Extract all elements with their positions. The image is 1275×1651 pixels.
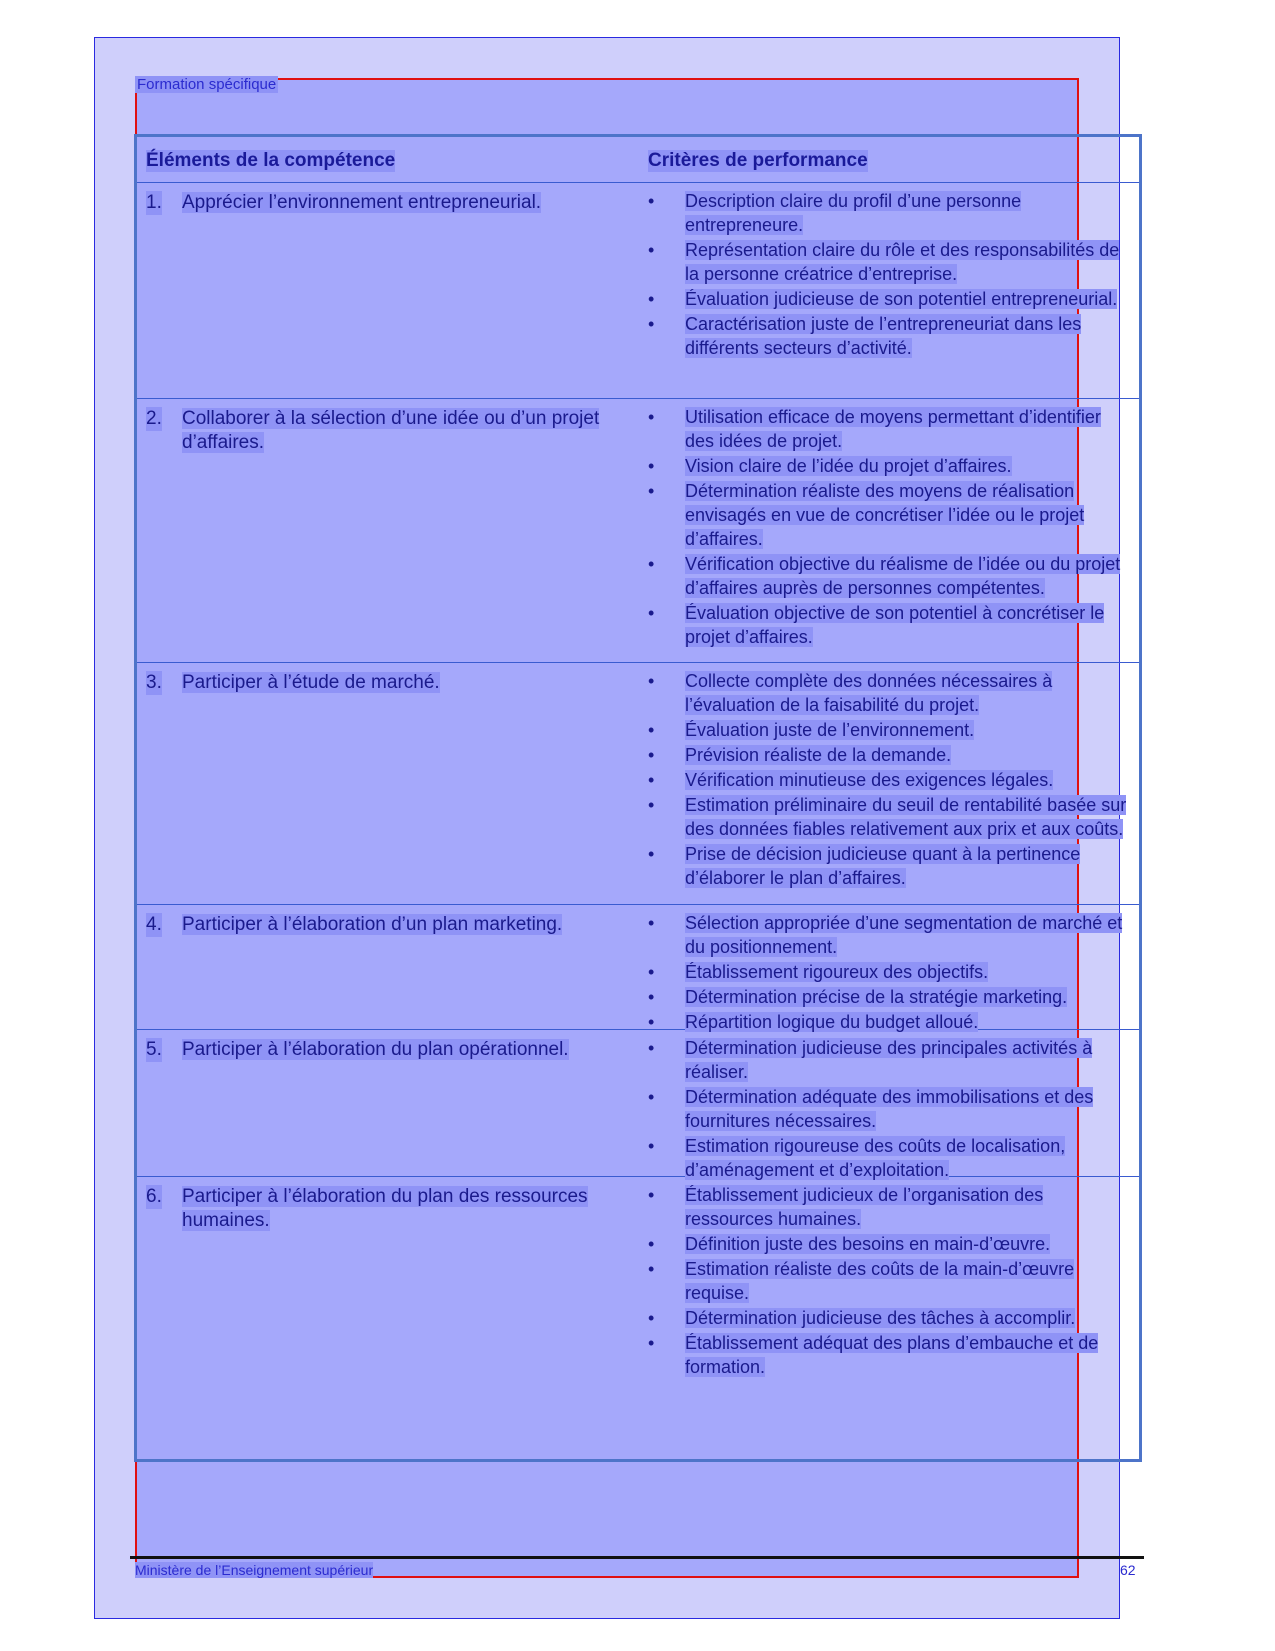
element-text: Participer à l’élaboration d’un plan marketing.	[182, 914, 563, 935]
bullet-icon: •	[648, 962, 655, 982]
criterion-text: Détermination adéquate des immobilisations et des fournitures nécessaires.	[685, 1087, 1094, 1131]
bullet-icon: •	[648, 554, 655, 574]
criterion-item	[648, 768, 1128, 792]
bullet-icon: •	[648, 745, 655, 765]
criterion-item	[648, 1331, 1128, 1379]
page-number: 62	[1120, 1562, 1136, 1578]
element-text: Participer à l’élaboration du plan des ressources humaines.	[182, 1186, 588, 1231]
criterion-text: Estimation réaliste des coûts de la main-d’œuvre requise.	[685, 1259, 1075, 1303]
bullet-icon: •	[648, 720, 655, 740]
criterion-item	[648, 238, 1128, 286]
criterion-item	[648, 405, 1128, 453]
criterion-text: Prévision réaliste de la demande.	[685, 745, 952, 765]
table-row	[137, 1030, 1139, 1180]
criterion-text: Évaluation judicieuse de son potentiel entrepreneurial.	[685, 289, 1118, 309]
bullet-icon: •	[648, 456, 655, 476]
element-number: 4.	[146, 914, 162, 935]
bullet-icon: •	[648, 191, 655, 211]
criterion-text: Détermination précise de la stratégie marketing.	[685, 987, 1068, 1007]
criteria-list	[648, 1036, 1128, 1183]
element-number: 1.	[146, 192, 162, 213]
bullet-icon: •	[648, 1087, 655, 1107]
table-row	[137, 399, 1139, 663]
criterion-text: Caractérisation juste de l’entrepreneuriat dans les différents secteurs d’activité.	[685, 314, 1082, 358]
criterion-text: Estimation préliminaire du seuil de rentabilité basée sur des données fiables relativement aux prix et aux coûts.	[685, 795, 1127, 839]
criterion-item	[648, 1183, 1128, 1231]
bullet-icon: •	[648, 1259, 655, 1279]
criterion-item	[648, 1036, 1128, 1084]
bullet-icon: •	[648, 1136, 655, 1156]
section-title: Formation spécifique	[137, 76, 277, 93]
criterion-item	[648, 1257, 1128, 1305]
criterion-item	[648, 479, 1128, 551]
bullet-icon: •	[648, 913, 655, 933]
criterion-item	[648, 454, 1128, 478]
element-text: Participer à l’étude de marché.	[182, 672, 440, 693]
criterion-text: Établissement judicieux de l’organisation des ressources humaines.	[685, 1185, 1044, 1229]
criterion-text: Vérification objective du réalisme de l’idée ou du projet d’affaires auprès de personnes compétentes.	[685, 554, 1121, 598]
criterion-item	[648, 1134, 1128, 1182]
criterion-item	[648, 793, 1128, 841]
bullet-icon: •	[648, 1308, 655, 1328]
criteria-list	[648, 189, 1128, 361]
element-text: Participer à l’élaboration du plan opérationnel.	[182, 1039, 569, 1060]
bullet-icon: •	[648, 671, 655, 691]
bullet-icon: •	[648, 314, 655, 334]
bullet-icon: •	[648, 289, 655, 309]
criterion-item	[648, 718, 1128, 742]
element-number: 6.	[146, 1186, 162, 1207]
criterion-text: Vision claire de l’idée du projet d’affaires.	[685, 456, 1012, 476]
criteria-list	[648, 669, 1128, 891]
criterion-item	[648, 985, 1128, 1009]
bullet-icon: •	[648, 603, 655, 623]
criterion-text: Description claire du profil d’une personne entrepreneure.	[685, 191, 1022, 235]
criterion-text: Détermination judicieuse des principales activités à réaliser.	[685, 1038, 1093, 1082]
criterion-item	[648, 601, 1128, 649]
bullet-icon: •	[648, 844, 655, 864]
bullet-icon: •	[648, 1012, 655, 1032]
table-header	[137, 137, 1139, 183]
criterion-item	[648, 552, 1128, 600]
criterion-text: Établissement rigoureux des objectifs.	[685, 962, 989, 982]
criterion-item	[648, 842, 1128, 890]
table-row	[137, 663, 1139, 905]
criterion-text: Détermination réaliste des moyens de réalisation envisagés en vue de concrétiser l’idée ou le projet d’affaires.	[685, 481, 1085, 549]
footer-rule	[130, 1556, 1144, 1559]
bullet-icon: •	[648, 1234, 655, 1254]
bullet-icon: •	[648, 1038, 655, 1058]
criterion-text: Utilisation efficace de moyens permettant d’identifier des idées de projet.	[685, 407, 1101, 451]
criteria-list	[648, 1183, 1128, 1380]
table-row	[137, 1177, 1139, 1462]
criterion-item	[648, 287, 1128, 311]
footer-ministry: Ministère de l’Enseignement supérieur	[135, 1562, 374, 1578]
criterion-text: Répartition logique du budget alloué.	[685, 1012, 979, 1032]
bullet-icon: •	[648, 407, 655, 427]
criterion-item	[648, 1232, 1128, 1256]
criterion-item	[648, 312, 1128, 360]
bullet-icon: •	[648, 1185, 655, 1205]
bullet-icon: •	[648, 481, 655, 501]
criterion-item	[648, 1306, 1128, 1330]
bullet-icon: •	[648, 1333, 655, 1353]
element-number: 2.	[146, 408, 162, 429]
criteria-list	[648, 405, 1128, 650]
element-number: 3.	[146, 672, 162, 693]
criterion-text: Estimation rigoureuse des coûts de localisation, d’aménagement et d’exploitation.	[685, 1136, 1066, 1180]
criterion-item	[648, 669, 1128, 717]
criterion-text: Représentation claire du rôle et des responsabilités de la personne créatrice d’entreprise.	[685, 240, 1120, 284]
criterion-text: Évaluation juste de l’environnement.	[685, 720, 975, 740]
criterion-item	[648, 1085, 1128, 1133]
criterion-item	[648, 960, 1128, 984]
criterion-text: Prise de décision judicieuse quant à la pertinence d’élaborer le plan d’affaires.	[685, 844, 1081, 888]
bullet-icon: •	[648, 795, 655, 815]
table-row	[137, 183, 1139, 399]
element-text: Collaborer à la sélection d’une idée ou d’un projet d’affaires.	[182, 408, 600, 453]
element-number: 5.	[146, 1039, 162, 1060]
criterion-text: Vérification minutieuse des exigences légales.	[685, 770, 1054, 790]
criterion-text: Évaluation objective de son potentiel à concrétiser le projet d’affaires.	[685, 603, 1105, 647]
criteria-list	[648, 911, 1128, 1035]
element-text: Apprécier l’environnement entrepreneurial.	[182, 192, 542, 213]
competence-table	[134, 134, 1142, 1462]
criterion-item	[648, 743, 1128, 767]
header-criteria: Critères de performance	[648, 150, 868, 171]
table-row	[137, 905, 1139, 1030]
bullet-icon: •	[648, 240, 655, 260]
criterion-text: Collecte complète des données nécessaires à l’évaluation de la faisabilité du projet.	[685, 671, 1053, 715]
criterion-item	[648, 189, 1128, 237]
header-elements: Éléments de la compétence	[146, 150, 396, 171]
bullet-icon: •	[648, 770, 655, 790]
criterion-text: Sélection appropriée d’une segmentation de marché et du positionnement.	[685, 913, 1123, 957]
criterion-text: Détermination judicieuse des tâches à accomplir.	[685, 1308, 1076, 1328]
bullet-icon: •	[648, 987, 655, 1007]
criterion-item	[648, 911, 1128, 959]
criterion-text: Établissement adéquat des plans d’embauche et de formation.	[685, 1333, 1099, 1377]
criterion-text: Définition juste des besoins en main-d’œuvre.	[685, 1234, 1051, 1254]
